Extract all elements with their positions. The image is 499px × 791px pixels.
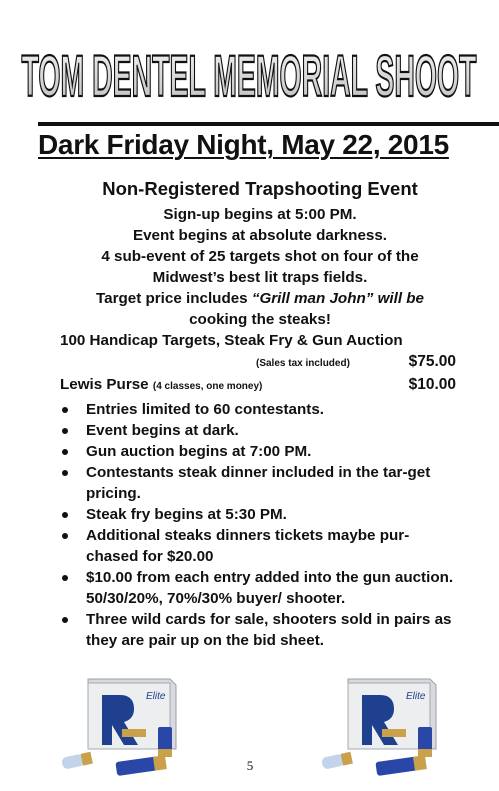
list-item: Steak fry begins at 5:30 PM. — [60, 504, 460, 525]
event-date-heading: Dark Friday Night, May 22, 2015 — [38, 122, 499, 160]
bullet-icon — [62, 617, 68, 623]
bullet-icon — [62, 533, 68, 539]
shotgun-shell-box-image — [318, 675, 443, 780]
lewis-purse-label: Lewis Purse — [60, 376, 149, 393]
list-item: Three wild cards for sale, shooters sold in pairs as they are pair up on the bid sheet. — [60, 609, 460, 651]
event-line: 4 sub-event of 25 targets shot on four of the — [101, 248, 419, 265]
page-number: 5 — [246, 758, 254, 773]
target-price-prefix: Target price includes — [95, 290, 252, 307]
lewis-purse-row — [60, 374, 460, 397]
list-item: Entries limited to 60 contestants. — [60, 399, 460, 420]
event-line: Midwest’s best lit traps fields. — [152, 269, 368, 286]
event-line: Sign-up begins at 5:00 PM. — [163, 206, 357, 223]
handicap-label: 100 Handicap Targets, Steak Fry & Gun Auction — [60, 332, 403, 349]
event-rules-list — [60, 399, 460, 651]
memorial-shoot-title — [0, 8, 499, 112]
target-price-suffix: will be — [373, 290, 424, 307]
grill-man-name: “Grill man John” — [251, 290, 374, 307]
shell-box-icon — [318, 675, 443, 780]
target-price-line-2: cooking the steaks! — [189, 311, 331, 328]
list-item: $10.00 from each entry added into the gun auction. 50/30/20%, 70%/30% buyer/ shooter. — [60, 567, 460, 609]
list-item: Gun auction begins at 7:00 PM. — [60, 441, 460, 462]
shotgun-shell-box-image — [58, 675, 183, 780]
list-item: Contestants steak dinner included in the tar-get pricing. — [60, 462, 460, 504]
bullet-icon — [62, 428, 68, 434]
bullet-icon — [62, 470, 68, 476]
event-line: Event begins at absolute darkness. — [132, 227, 388, 244]
handicap-price-row — [60, 351, 460, 374]
lewis-purse-price: $10.00 — [408, 376, 456, 393]
event-title: Non-Registered Trapshooting Event — [102, 178, 418, 199]
title-text: TOM DENTEL MEMORIAL SHOOT — [21, 44, 477, 109]
box-label-right: Elite — [406, 691, 426, 702]
list-item: Event begins at dark. — [60, 420, 460, 441]
title-banner — [0, 8, 499, 112]
shell-box-icon — [58, 675, 183, 780]
lewis-purse-note: (4 classes, one money) — [152, 381, 263, 392]
list-item: Additional steaks dinners tickets maybe pur-chased for $20.00 — [60, 525, 460, 567]
event-details — [60, 178, 460, 651]
handicap-price: $75.00 — [408, 353, 456, 370]
bullet-icon — [62, 575, 68, 581]
bullet-icon — [62, 449, 68, 455]
target-price-line — [60, 288, 460, 309]
sales-tax-note: (Sales tax included) — [256, 358, 350, 369]
bullet-icon — [62, 407, 68, 413]
box-label-left: Elite — [146, 691, 166, 702]
bullet-icon — [62, 512, 68, 518]
